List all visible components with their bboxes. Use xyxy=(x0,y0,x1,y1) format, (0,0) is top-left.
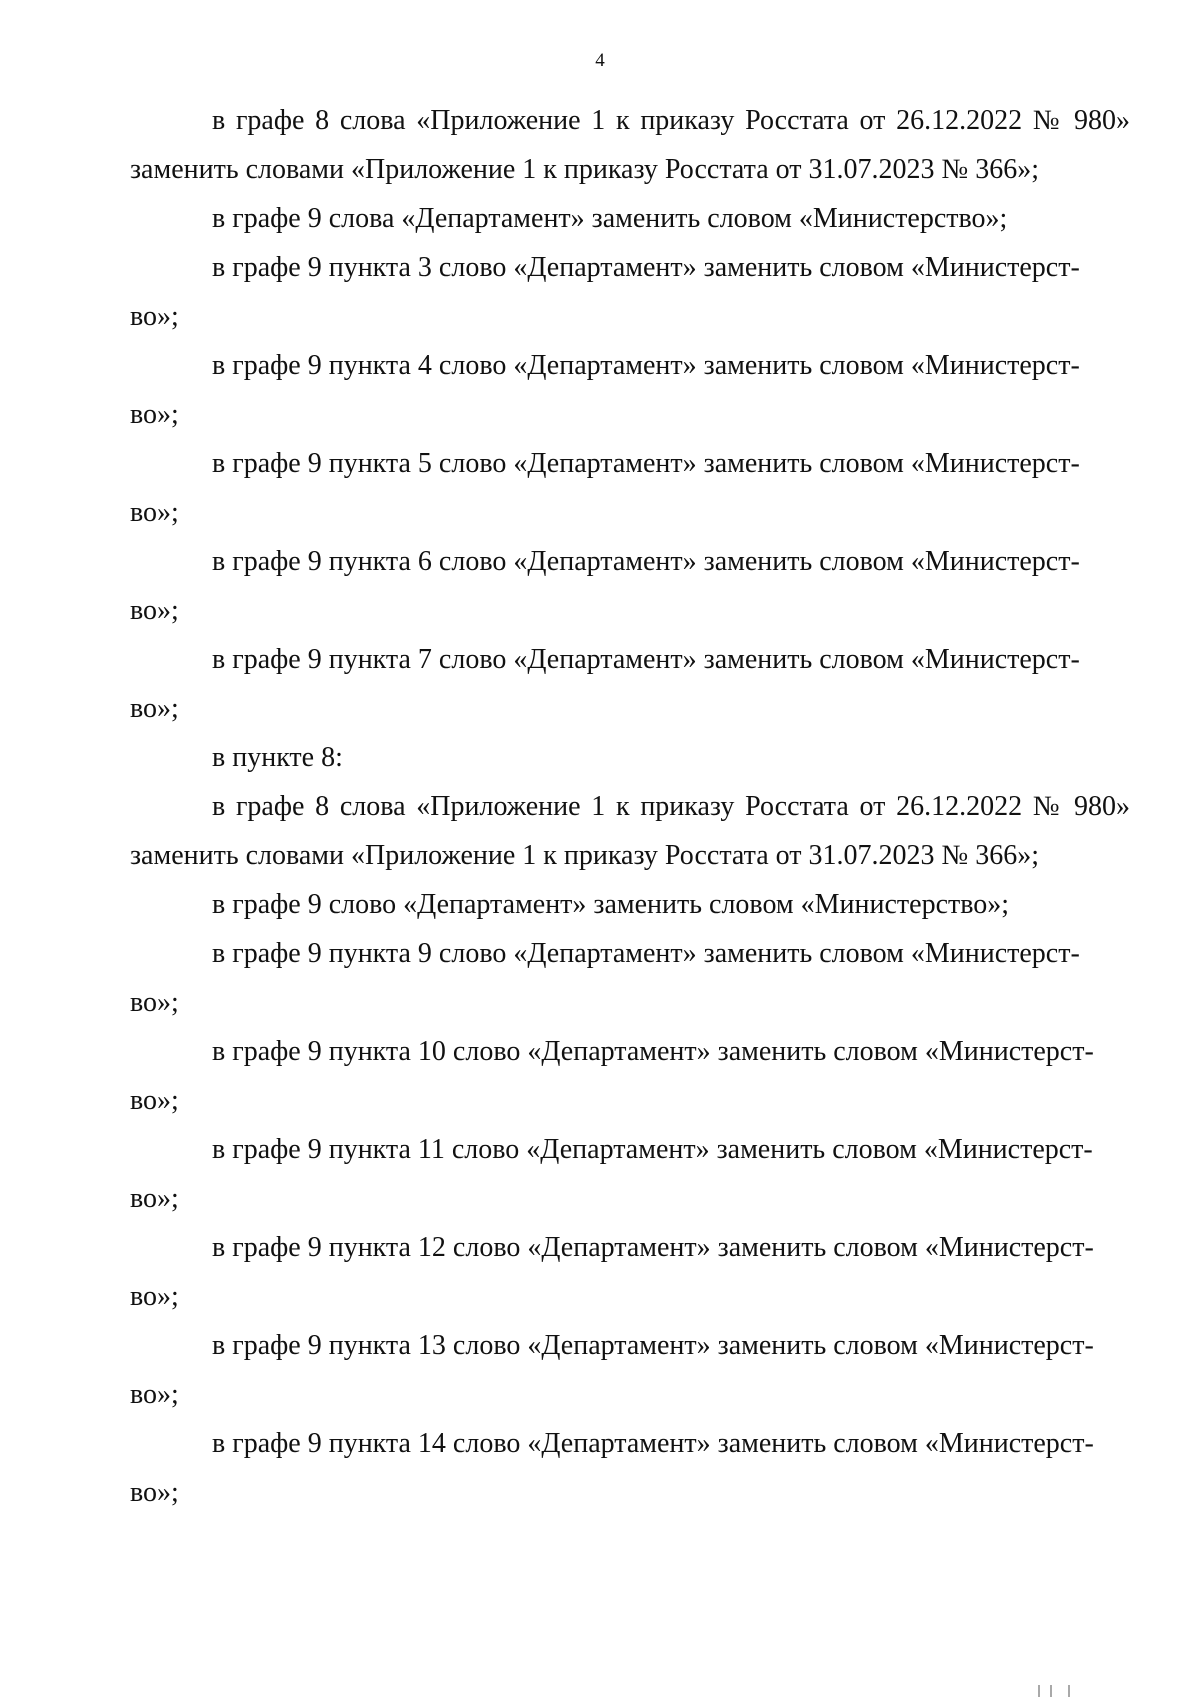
paragraph-6: в графе 9 пункта 6 слово «Департамент» заменить словом «Министерст- во»; xyxy=(130,546,1080,626)
page-number: 4 xyxy=(595,50,605,71)
paragraph-2: в графе 9 слова «Департамент» заменить словом «Министерство»; xyxy=(212,203,1008,234)
scan-mark xyxy=(1038,1685,1070,1697)
paragraph-7: в графе 9 пункта 7 слово «Департамент» заменить словом «Министерст- во»; xyxy=(130,644,1080,724)
paragraph-16: в графе 9 пункта 14 слово «Департамент» заменить словом «Министерст- во»; xyxy=(130,1428,1094,1508)
paragraph-10: в графе 9 слово «Департамент» заменить словом «Министерство»; xyxy=(212,889,1010,920)
document-body xyxy=(130,96,1130,1517)
paragraph-11: в графе 9 пункта 9 слово «Департамент» заменить словом «Министерст- во»; xyxy=(130,938,1080,1018)
paragraph-1: в графе 8 слова «Приложение 1 к приказу Росстата от 26.12.2022 № 980» заменить словами «Приложение 1 к приказу Росстата от 31.07.2023 № 366»; xyxy=(130,105,1130,185)
paragraph-8: в пункте 8: xyxy=(212,742,343,773)
paragraph-15: в графе 9 пункта 13 слово «Департамент» заменить словом «Министерст- во»; xyxy=(130,1330,1094,1410)
paragraph-4: в графе 9 пункта 4 слово «Департамент» заменить словом «Министерст- во»; xyxy=(130,350,1080,430)
paragraph-14: в графе 9 пункта 12 слово «Департамент» заменить словом «Министерст- во»; xyxy=(130,1232,1094,1312)
paragraph-13: в графе 9 пункта 11 слово «Департамент» заменить словом «Министерст- во»; xyxy=(130,1134,1093,1214)
paragraph-5: в графе 9 пункта 5 слово «Департамент» заменить словом «Министерст- во»; xyxy=(130,448,1080,528)
paragraph-3: в графе 9 пункта 3 слово «Департамент» заменить словом «Министерст- во»; xyxy=(130,252,1080,332)
paragraph-9: в графе 8 слова «Приложение 1 к приказу Росстата от 26.12.2022 № 980» заменить словами «Приложение 1 к приказу Росстата от 31.07.2023 № 366»; xyxy=(130,791,1130,871)
paragraph-12: в графе 9 пункта 10 слово «Департамент» заменить словом «Министерст- во»; xyxy=(130,1036,1094,1116)
